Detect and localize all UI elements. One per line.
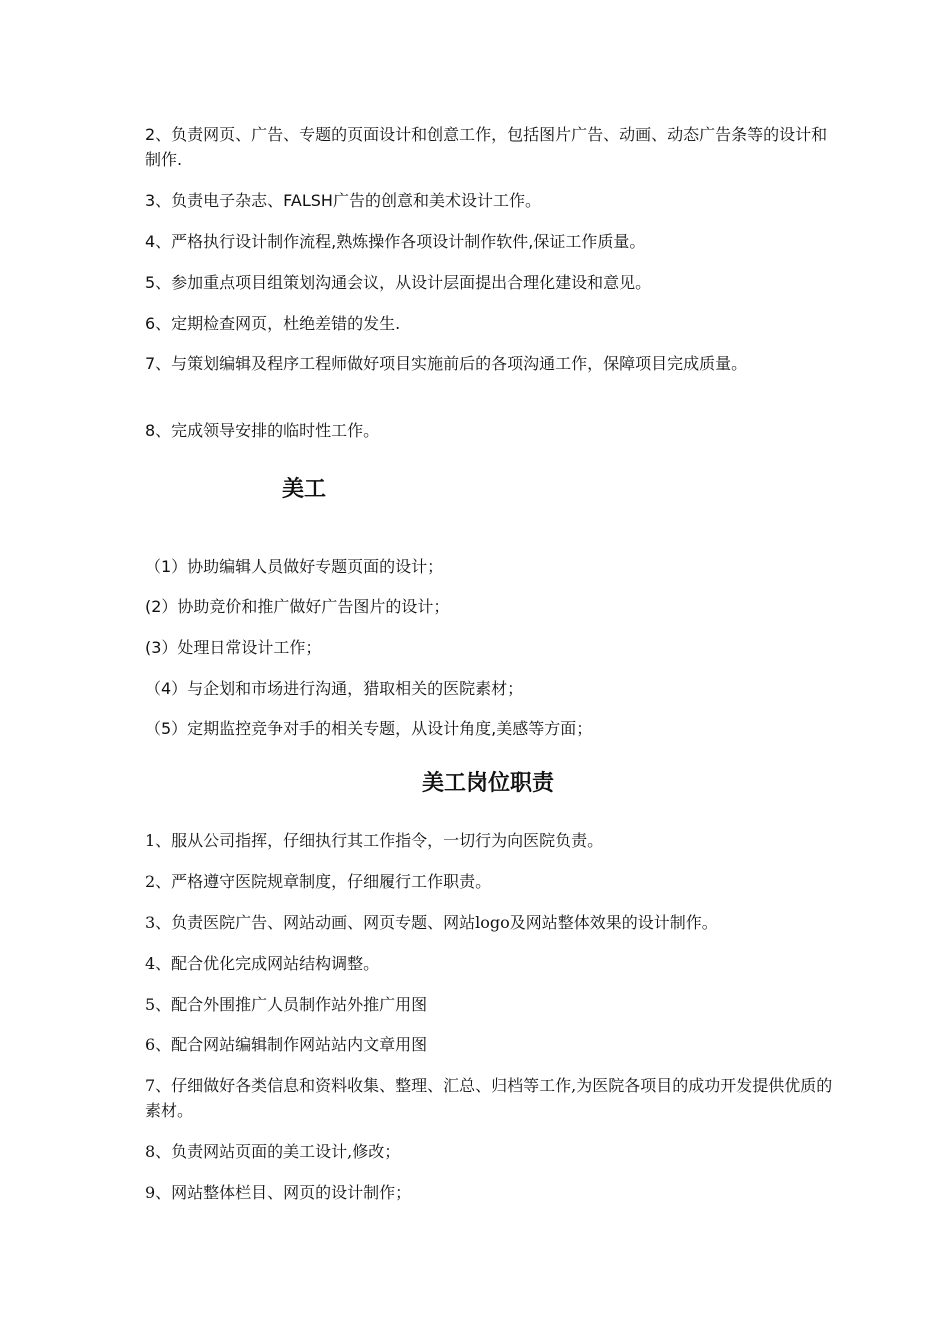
job-duty-item-2: 2、严格遵守医院规章制度，仔细履行工作职责。: [145, 872, 492, 891]
duty-item-2: 2、负责网页、广告、专题的页面设计和创意工作，包括图片广告、动画、动态广告条等的设计和制作.: [145, 125, 828, 169]
duty-item-4: 4、严格执行设计制作流程,熟炼操作各项设计制作软件,保证工作质量。: [145, 232, 646, 251]
section-title-job-duties: 美工岗位职责: [422, 771, 555, 796]
job-duty-item-8: 8、负责网站页面的美工设计,修改；: [145, 1142, 401, 1161]
meigong-item-2: (2）协助竞价和推广做好广告图片的设计；: [145, 597, 450, 616]
meigong-item-5: （5）定期监控竞争对手的相关专题，从设计角度,美感等方面；: [145, 719, 593, 738]
job-duty-item-7: 7、仔细做好各类信息和资料收集、整理、汇总、归档等工作,为医院各项目的成功开发提供优质的素材。: [145, 1076, 833, 1120]
duty-item-8: 8、完成领导安排的临时性工作。: [145, 421, 380, 440]
meigong-item-4: （4）与企划和市场进行沟通，猎取相关的医院素材；: [145, 679, 524, 698]
job-duty-item-4: 4、配合优化完成网站结构调整。: [145, 954, 380, 973]
duty-item-3: 3、负责电子杂志、FALSH广告的创意和美术设计工作。: [145, 191, 541, 210]
job-duty-item-9: 9、网站整体栏目、网页的设计制作；: [145, 1183, 412, 1202]
duty-item-5: 5、参加重点项目组策划沟通会议，从设计层面提出合理化建设和意见。: [145, 273, 652, 292]
job-duty-item-1: 1、服从公司指挥，仔细执行其工作指令，一切行为向医院负责。: [145, 831, 604, 850]
job-duty-item-6: 6、配合网站编辑制作网站站内文章用图: [145, 1035, 428, 1054]
job-duty-item-3: 3、负责医院广告、网站动画、网页专题、网站logo及网站整体效果的设计制作。: [145, 913, 718, 932]
section-title-meigong: 美工: [282, 477, 327, 502]
job-duty-item-5: 5、配合外围推广人员制作站外推广用图: [145, 995, 428, 1014]
duty-item-6: 6、定期检查网页，杜绝差错的发生.: [145, 314, 401, 333]
meigong-item-3: (3）处理日常设计工作；: [145, 638, 322, 657]
meigong-item-1: （1）协助编辑人员做好专题页面的设计；: [145, 557, 444, 576]
duty-item-7: 7、与策划编辑及程序工程师做好项目实施前后的各项沟通工作，保障项目完成质量。: [145, 354, 748, 373]
